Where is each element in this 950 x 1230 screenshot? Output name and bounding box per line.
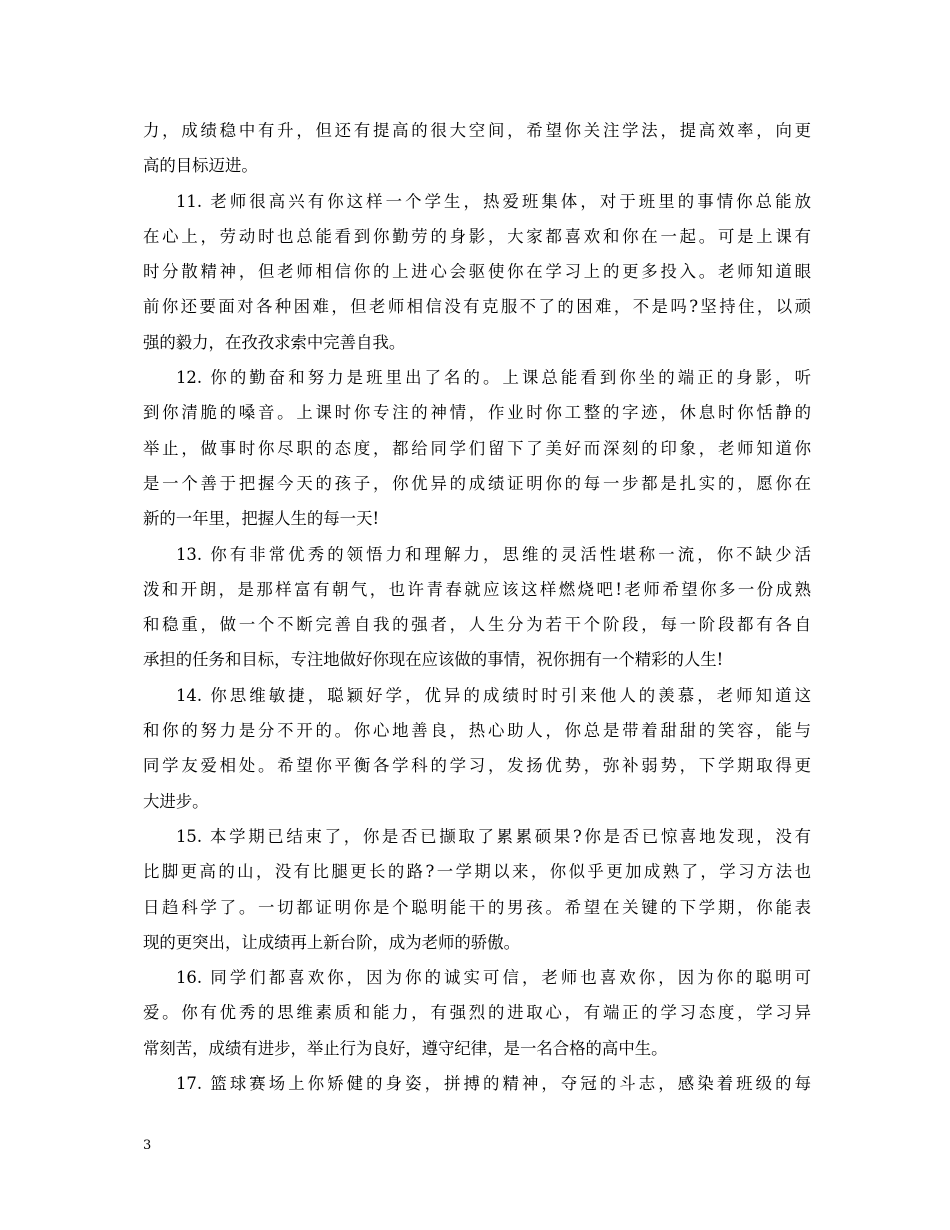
text-line: 常刻苦，成绩有进步，举止行为良好，遵守纪律，是一名合格的高中生。	[143, 1038, 668, 1058]
text-line: 13. 你有非常优秀的领悟力和理解力，思维的灵活性堪称一流，你不缺少活	[176, 544, 811, 564]
paragraph	[143, 360, 811, 536]
text-line: 时分散精神，但老师相信你的上进心会驱使你在学习上的更多投入。老师知道眼	[143, 262, 811, 282]
paragraph	[143, 113, 811, 184]
paragraph	[143, 184, 811, 360]
paragraph	[143, 537, 811, 678]
text-line: 11. 老师很高兴有你这样一个学生，热爱班集体，对于班里的事情你总能放	[176, 191, 811, 211]
text-line: 16. 同学们都喜欢你，因为你的诚实可信，老师也喜欢你，因为你的聪明可	[176, 968, 811, 988]
paragraph	[143, 960, 811, 1066]
page-number: 3	[143, 1138, 152, 1153]
text-line: 泼和开朗，是那样富有朝气，也许青春就应该这样燃烧吧!老师希望你多一份成熟	[143, 579, 811, 599]
text-line: 爱。你有优秀的思维素质和能力，有强烈的进取心，有端正的学习态度，学习异	[143, 1003, 811, 1023]
text-line: 15. 本学期已结束了，你是否已撷取了累累硕果?你是否已惊喜地发现，没有	[176, 826, 811, 846]
paragraph	[143, 1066, 811, 1101]
text-line: 14. 你思维敏捷，聪颖好学，优异的成绩时时引来他人的羡慕，老师知道这	[176, 685, 811, 705]
text-line: 在心上，劳动时也总能看到你勤劳的身影，大家都喜欢和你在一起。可是上课有	[143, 226, 811, 246]
text-line: 承担的任务和目标，专注地做好你现在应该做的事情，祝你拥有一个精彩的人生!	[143, 650, 724, 670]
text-line: 强的毅力，在孜孜求索中完善自我。	[143, 332, 406, 352]
text-line: 同学友爱相处。希望你平衡各学科的学习，发扬优势，弥补弱势，下学期取得更	[143, 756, 811, 776]
text-line: 和稳重，做一个不断完善自我的强者，人生分为若干个阶段，每一阶段都有各自	[143, 615, 811, 635]
text-line: 12. 你的勤奋和努力是班里出了名的。上课总能看到你坐的端正的身影，听	[176, 368, 811, 388]
text-line: 日趋科学了。一切都证明你是个聪明能干的男孩。希望在关键的下学期，你能表	[143, 897, 811, 917]
text-line: 力，成绩稳中有升，但还有提高的很大空间，希望你关注学法，提高效率，向更	[143, 121, 811, 140]
text-line: 大进步。	[143, 791, 209, 811]
text-line: 17. 篮球赛场上你矫健的身姿，拼搏的精神，夺冠的斗志，感染着班级的每	[176, 1074, 811, 1094]
text-line: 前你还要面对各种困难，但老师相信没有克服不了的困难，不是吗?坚持住，以顽	[143, 297, 811, 317]
paragraph	[143, 678, 811, 819]
text-line: 到你清脆的嗓音。上课时你专注的神情，作业时你工整的字迹，休息时你恬静的	[143, 403, 811, 423]
text-line: 新的一年里，把握人生的每一天!	[143, 509, 380, 529]
text-line: 现的更突出，让成绩再上新台阶，成为老师的骄傲。	[143, 932, 520, 952]
text-line: 比脚更高的山，没有比腿更长的路?一学期以来，你似乎更加成熟了，学习方法也	[143, 862, 811, 882]
paragraph	[143, 819, 811, 960]
text-line: 是一个善于把握今天的孩子，你优异的成绩证明你的每一步都是扎实的，愿你在	[143, 473, 811, 493]
text-line: 举止，做事时你尽职的态度，都给同学们留下了美好而深刻的印象，老师知道你	[143, 438, 811, 458]
text-line: 高的目标迈进。	[143, 156, 258, 176]
text-line: 和你的努力是分不开的。你心地善良，热心助人，你总是带着甜甜的笑容，能与	[143, 721, 811, 741]
document-body	[143, 113, 811, 1101]
